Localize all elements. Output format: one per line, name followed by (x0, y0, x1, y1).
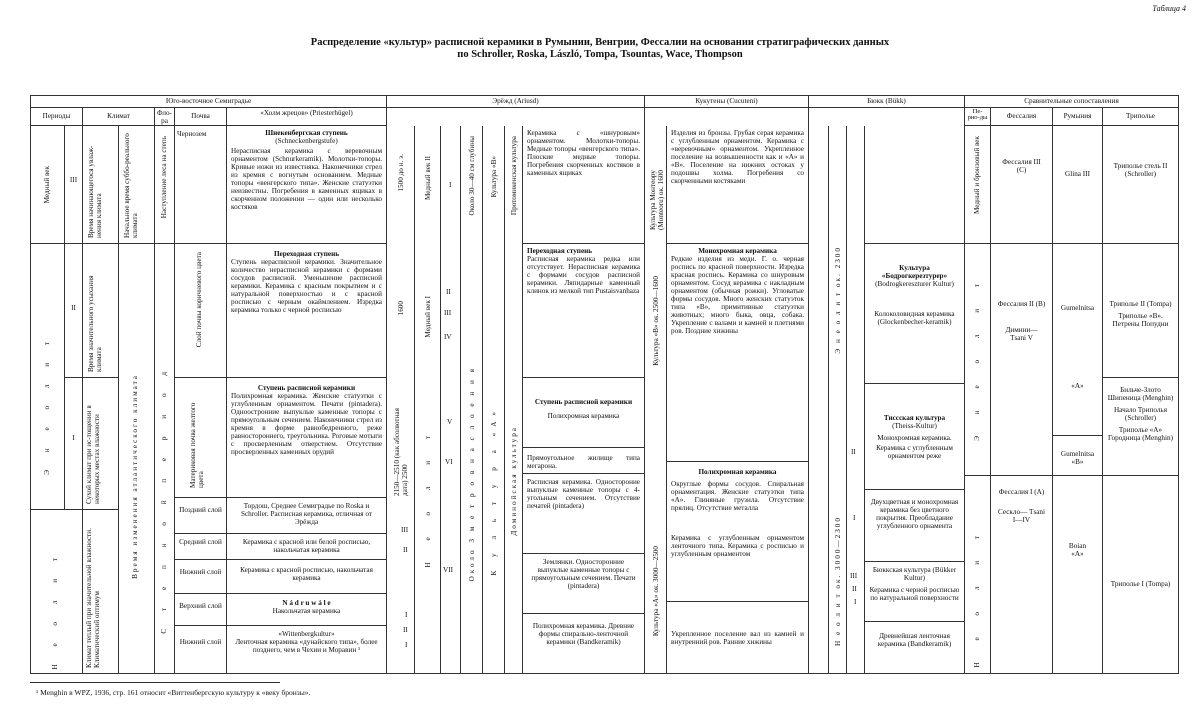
cucuteni-v2: Культура «В» ок. 2500—1600 (652, 276, 660, 366)
erosd-layer-V: V (447, 418, 453, 426)
cucuteni-v3: Культура «А» ок. 3000—2500 (652, 546, 660, 637)
period-III: III (65, 126, 83, 244)
bukk-t6: Двухцветная и монохромная керамика без цветного покрытия. Преобладание углубленного орнамента (865, 490, 965, 562)
footnote-rule (30, 682, 280, 683)
hill-h5: Керамика с красной или белой росписью, накольчатая керамика (227, 534, 387, 560)
group-erosd: Эрёжд (Ariusd) (387, 96, 645, 108)
compare-ro4: Gumelnitsa «В» (1053, 436, 1103, 476)
bukk-t8: Керамика с черной росписью по натуральной поверхности (869, 586, 960, 602)
flora-f2-text: С т е п н о й п е р и о д (160, 364, 168, 634)
group-bukk: Бюкк (Bükk) (809, 96, 965, 108)
header-compare-periods: Пе-рио-ды (965, 108, 991, 126)
erosd-neolith: Н е о л и т (424, 426, 432, 568)
cucuteni-t4: Керамика с углубленным орнаментом ленточного типа. Керамика с росписью и углубленным орнаментом (671, 534, 804, 558)
bukk-t9: Древнейшая ленточная керамика (Bandkeramik) (865, 622, 965, 674)
erosd-depth: Около 3 м е т р о в н а с л о е н и я (468, 366, 476, 582)
header-soil: Почва (175, 108, 227, 126)
erosd-layer-III: III (444, 309, 452, 317)
erosd-proto: Протомикенская культура (510, 136, 518, 216)
compare-ro1: Glina III (1053, 126, 1103, 244)
compare-tr2-text: Триполье II (Tompa) (1109, 300, 1172, 308)
erosd-layer-VII: VII (443, 566, 453, 574)
data-table (30, 95, 1179, 674)
period-copper (31, 126, 65, 244)
erosd-period-col (415, 126, 441, 674)
erosd-t7: Полихромная керамика. Древние формы спирально-ленточной керамики (Bandkeramik) (523, 614, 645, 674)
climate-c1b-text: Начальное время суббо-реального климата (123, 133, 139, 238)
period-eneolith-label: Э н е о л и т (43, 334, 51, 475)
header-periods: Периоды (31, 108, 83, 126)
compare-ro2 (1053, 244, 1103, 436)
bukk-t4: Монохромная керамика. (877, 434, 952, 442)
erosd-left-III: III (401, 526, 409, 534)
bukk-blank-col (809, 126, 829, 674)
soil-s3 (175, 378, 227, 498)
climate-c2 (83, 244, 119, 378)
header-romania: Румыния (1053, 108, 1103, 126)
climate-c1b (119, 126, 155, 244)
hill-h3-text: Полихромная керамика. Женские статуэтки с углубленным орнаментом. Печати (pintadera). Одноостронние выпуклые каменные топоры с прямоугольным сечением. Наконечники стрел из кремня в форме равнобедренного, реже равностороннего, треугольника. Роговые мотыги с просверленным отверстием. Отсутствие просверленных каменных орудий (231, 392, 382, 456)
period-I: I (65, 378, 83, 510)
hill-h8 (227, 626, 387, 674)
hill-h3 (227, 378, 387, 498)
erosd-header-blank (387, 108, 645, 126)
header-hill: «Холм жрецов» (Priesterhügel) (227, 108, 387, 126)
page-title (200, 37, 1000, 61)
compare-ro5: Boian «А» (1053, 476, 1103, 674)
hill-h2-title: Переходная ступень (273, 250, 340, 258)
compare-tr1: Триполье стель II (Schroller) (1103, 126, 1179, 244)
compare-tr4 (1103, 378, 1179, 476)
bukk-eneolith: Э н е о л и т ок. 2300 (834, 246, 842, 354)
hill-h1-title: Шнекенбергская ступень (265, 129, 348, 137)
period-II: II (65, 244, 83, 378)
compare-tr6: Триполье «А» Городница (Menghin) (1107, 426, 1174, 442)
erosd-left-I-b: I (405, 641, 408, 649)
compare-p3-text: Н е о л и т (973, 526, 981, 668)
hill-h6: Керамика с красной росписью, накольчатая керамика (227, 560, 387, 594)
flora-f1-text: Наступление леса на степь (160, 136, 168, 219)
climate-c3 (83, 378, 119, 510)
compare-th2 (991, 244, 1053, 476)
header-thessaly: Фессалия (991, 108, 1053, 126)
climate-c4-text: Климат теплый при значительной влажности. Климатический оптимум (85, 528, 101, 668)
erosd-date2: 1600 (397, 301, 405, 316)
erosd-copper1: Медный век I (424, 296, 432, 338)
bukk-layer-I: I (853, 514, 856, 522)
bukk-layer-III: III (850, 572, 858, 580)
bukk-layer-II: II (851, 448, 856, 456)
erosd-layer-IV: IV (444, 333, 452, 341)
cucuteni-t2 (667, 244, 809, 462)
erosd-t5: Расписная керамика. Одностороние выпуклые каменные топоры с 4-угольным сечением. Отсутствие печатей (pintadera) (523, 474, 645, 554)
hill-h1 (227, 126, 387, 244)
compare-tr7: Триполье I (Tompa) (1103, 476, 1179, 674)
group-compare: Сравнительные сопоставления (965, 96, 1179, 108)
erosd-layer-II: II (446, 288, 451, 296)
footnote: ¹ Menghin в WPZ, 1936, стр. 161 относит «Виттенбергскую культуру к «веку бронзы». (36, 688, 311, 697)
compare-tr5: Начало Триполья (Schroller) (1113, 406, 1167, 422)
compare-th1: Фессалия III (С) (991, 126, 1053, 244)
bukk-t3 (865, 384, 965, 490)
header-flora: Фло-ра (155, 108, 175, 126)
climate-c3-text: Сухой климат при ис-тощении в некоторых местах влажности (85, 405, 101, 504)
erosd-left-II: II (403, 546, 408, 554)
hill-h2 (227, 244, 387, 378)
hill-h8-text: Ленточная керамика «дунайского типа», более позднего, чем в Чехии и Моравии ¹ (235, 638, 378, 654)
climate-c5 (119, 244, 155, 674)
cucuteni-header-blank (645, 108, 809, 126)
erosd-date1: 1500 до н. э. (397, 154, 405, 192)
soil-s8: Нижний слой (175, 626, 227, 674)
erosd-depth2: Около 30—40 см глубины (468, 136, 476, 216)
compare-p2 (965, 244, 991, 476)
erosd-t2-title: Переходная ступень (527, 247, 593, 255)
erosd-cultA: К у л ь т у р а «А» (490, 406, 498, 576)
period-eneolith (31, 244, 65, 510)
compare-p1-text: Медный и бронзовый век (973, 136, 981, 214)
compare-th3-text: Фессалия I (А) (998, 488, 1045, 496)
compare-th2-text: Фессалия II (В) (997, 300, 1046, 308)
hill-h1-text: Нерасписная керамика с веревочным орнаментом (Schnurkeramik). Молотки-топоры. Кривые ножи из известняка. Наконечники стрел из кремня с вогнутым основанием. Медные топоры «венгерского типа». Женские статуэтки неизвестны. Погребения в каменных ящиках в скорченном положении — один или несколько костяков (231, 147, 382, 211)
compare-p3 (965, 476, 991, 674)
soil-s6: Нижний слой (175, 560, 227, 594)
cucuteni-t1: Изделия из бронзы. Грубая серая керамика с углубленным орнаментом. Керамика с «веревочным» орнаментом. Укрепленное поселение на возвышенности как и «А» и «В». Поселение на нижних остоках у подошвы холма. Погребения со скорченными костяками (667, 126, 809, 244)
flora-f1 (155, 126, 175, 244)
compare-tr4-text: Бильче-Злото Шипеница (Menghin) (1107, 386, 1174, 402)
hill-h7-text: Накольчатая керамика (272, 607, 341, 615)
hill-h7 (227, 594, 387, 626)
period-neolith (31, 510, 83, 674)
erosd-left-II-b: II (403, 626, 408, 634)
soil-s1 (175, 126, 227, 244)
bukk-t1 (865, 244, 965, 384)
compare-th2b: Димини— Тsani V (1005, 326, 1038, 342)
group-cucuteni: Кукутены (Cucuteni) (645, 96, 809, 108)
flora-f2 (155, 244, 175, 674)
bukk-t3-title: Тиссская культура (883, 414, 946, 422)
erosd-t1: Керамика с «шнуровым» орнаментом. Молотки-топоры. Медные топоры «венгерского типа». Плоские медные топоры. Погребения скорченных костяков в каменных ящиках (523, 126, 645, 244)
compare-p1 (965, 126, 991, 244)
title-line-2: по Schroller, Roska, László, Tompa, Tsountas, Wace, Thompson (457, 49, 743, 60)
compare-ro3: «А» (1071, 382, 1084, 390)
soil-s2 (175, 244, 227, 378)
bukk-top (865, 126, 965, 244)
erosd-cultB: Культура «В» (490, 156, 498, 198)
climate-c4 (83, 510, 119, 674)
bukk-t5: Керамика с углубленным орнаментом реже (876, 444, 953, 460)
soil-s1-text: Чернозем (177, 130, 207, 138)
erosd-date3: 2150—2510 (как абсолютная дата) 2500 (393, 408, 409, 496)
compare-tr3: Триполье «В». Петрены Попудни (1112, 312, 1169, 328)
hill-h1-sub: (Schneckenbergstufe) (275, 137, 338, 145)
bukk-header-blank (809, 108, 965, 126)
bukk-layer-I2: I (854, 598, 857, 606)
bukk-t1-title: Культура «Бодрогкерезтурер» (881, 264, 948, 280)
soil-s7: Верхний слой (175, 594, 227, 626)
bukk-t2-sub: (Glockenbecher-keramik) (877, 318, 952, 326)
header-climate: Климат (83, 108, 155, 126)
hill-h4: Тордош, Среднее Семиградье по Roska и Schroller. Расписная керамика, отличная от Эрёжда (227, 498, 387, 534)
cucuteni-t2-title: Монохромная керамика (698, 247, 777, 255)
cucuteni-t5: Укрепленное поселение вал из камней и внутренний ров. Ранние хижины (667, 602, 809, 674)
cucuteni-t2-text: Редкие изделия из меди. Г. о. черная роспись по красной поверхности. Изредка красная роспись. Керамика со шнуровым орнаментом. Сосуд керамика с накладным орнаментом (обычная рожки). Угловатые формы сосудов. Много женских статуэток типа «В», примитивные статуэтки животных; много быка, овца, собака. Укрепление с валами и камней и плетнями ров. Поздние хижины (671, 255, 804, 335)
hill-h3-title: Ступень расписной керамики (257, 384, 356, 392)
hill-h2-text: Ступень нерасписной керамики. Значительное количество нерасписной керамики с формами сосудов расписной. Уменьшение расписной керамики. Керамика с красным покрытием и с натуральной поверхностью и с красной росписью с черным окаймлением. Изредка керамика только с черной росписью (231, 258, 382, 314)
erosd-layer-I: I (449, 181, 452, 189)
climate-c2-text: Время значительного усыхания климата (87, 275, 103, 372)
erosd-layer-VI: VI (445, 458, 453, 466)
period-neolith-label: Н е о л и т (51, 550, 59, 670)
erosd-t3 (523, 378, 645, 448)
hill-h8-title: «Wittenbergkultur» (278, 630, 335, 638)
erosd-culture-col (483, 126, 505, 674)
erosd-layer-col (441, 126, 461, 674)
group-southeast: Юго-восточное Семиградье (31, 96, 387, 108)
erosd-t3-title: Ступень расписной керамики (534, 398, 633, 406)
bukk-t2: Колоколовидная керамика (874, 310, 955, 318)
soil-s3-text: Материковая почва желтого цвета (189, 402, 205, 488)
soil-s5: Средний слой (175, 534, 227, 560)
cucuteni-t3-title: Полихромная керамика (698, 468, 777, 476)
table-number: Таблица 4 (1152, 4, 1186, 13)
erosd-t2 (523, 244, 645, 378)
cucuteni-t3-text: Округлые формы сосудов. Спиральная орнаментация. Женские статуэтки типа «А». Глиняные грузила. Отсутствие прялиц. Отсутствие металла (671, 480, 804, 512)
cucuteni-t3 (667, 462, 809, 602)
erosd-copper2: Медный век II (424, 156, 432, 200)
compare-ro2-text: Gumelnitsa (1060, 304, 1095, 312)
climate-c1 (83, 126, 119, 244)
title-line-1: Распределение «культур» расписной керамики в Румынии, Венгрии, Фессалии на основании стратиграфических данных (310, 37, 890, 48)
erosd-left-I: I (405, 611, 408, 619)
bukk-layer-II2: II (852, 585, 857, 593)
erosd-t4: Прямоугольное жилище типа мегарона. (523, 448, 645, 474)
bukk-t3-sub: (Theiss-Kultur) (892, 422, 937, 430)
compare-th3b: Сескло— Тsani I—IV (997, 508, 1046, 524)
erosd-t6: Землянки. Односторонние выпуклые каменные топоры с прямоугольным сечением. Печати (pintadera) (523, 554, 645, 614)
compare-th3 (991, 476, 1053, 674)
bukk-t1-sub: (Bodrogkereszturer Kultur) (875, 280, 954, 288)
cucuteni-v1: Культура Монтеору (Monteoru) ок. 1600 (649, 169, 665, 230)
soil-s4: Поздний слой (175, 498, 227, 534)
climate-c1-text: Время начинающегося увлаж-нения климата (87, 145, 103, 238)
compare-tr2 (1103, 244, 1179, 378)
soil-s2-text: Слой почвы коричневого цвета (195, 252, 203, 348)
erosd-t3-text: Полихромная керамика (547, 412, 620, 420)
erosd-t2-text: Расписная керамика редка или отсутствует. Нерасписная керамика с формами сосудов расписной керамики. Ляпидарные каменный клинок из мелкой тип Pustaisvanhaza (527, 255, 640, 295)
header-tripolye: Триполье (1103, 108, 1179, 126)
climate-c5-text: Время изменения атлантического климата (131, 374, 139, 579)
bukk-neolith: Н е о л и т ок. 3000—2300 (834, 516, 842, 646)
compare-p2-text: Э н е о л и т (973, 274, 981, 441)
hill-h7-title: N á d r u w á l e (282, 599, 331, 607)
bukk-t7-text: Бюккская культура (Bükker Kultur) (872, 566, 957, 582)
erosd-dominoan: Доминойская культура (510, 426, 518, 536)
bukk-t7 (865, 562, 965, 622)
period-copper-label: Медный век (43, 166, 51, 204)
